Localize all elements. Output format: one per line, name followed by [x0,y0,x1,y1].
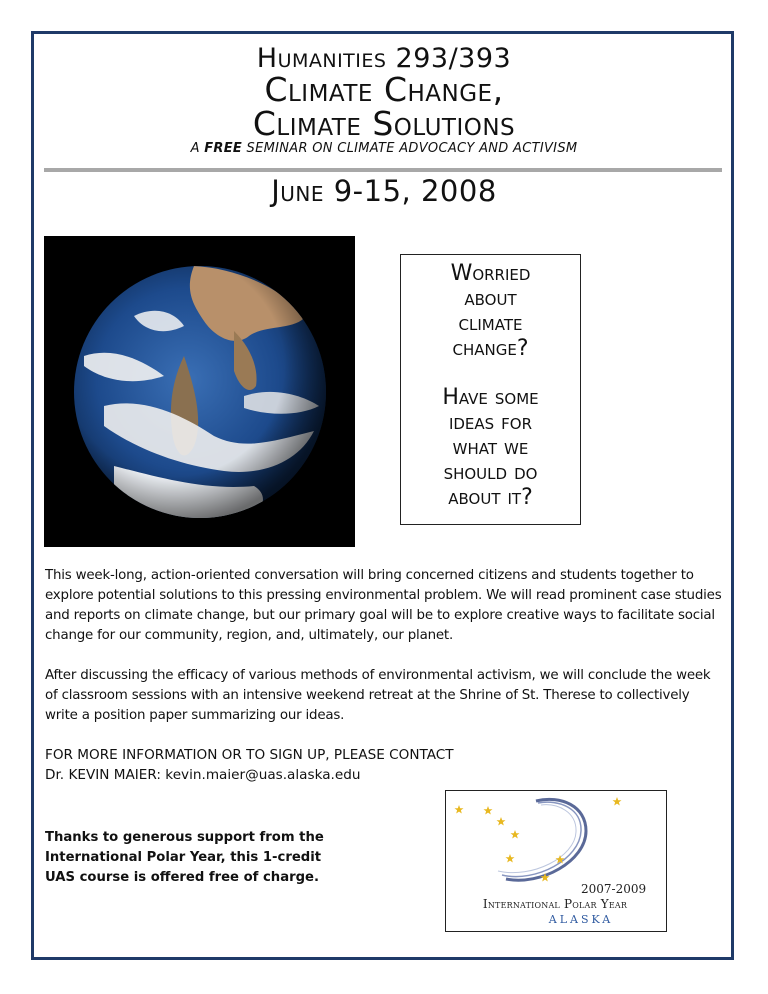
callout-line: what we [452,435,529,460]
activism-paragraph: After discussing the efficacy of various methods of environmental activism, we will conclude the week of classroom sessions with an intensive weekend retreat at the Shrine of St. Therese to collectively write a position paper summarizing our ideas. [45,668,711,723]
callout-line: should do [443,460,538,485]
callout-line: climate [458,311,523,336]
course-number: Humanities 293/393 [256,43,512,74]
callout-line: change? [452,336,529,361]
subtitle-post: SEMINAR ON CLIMATE ADVOCACY AND ACTIVISM [242,141,578,156]
contact-info [45,745,454,785]
ipy-name: International Polar Year [482,897,628,911]
title-line-1: Climate Change, [264,70,504,109]
contact-heading: FOR MORE INFORMATION OR TO SIGN UP, PLEASE CONTACT [45,747,454,763]
callout-line: Have some [442,385,539,410]
subtitle-free: FREE [204,141,243,156]
seminar-date: June 9-15, 2008 [271,174,497,208]
ipy-region: ALASKA [548,913,614,926]
contact-email[interactable]: Dr. KEVIN MAIER: kevin.maier@uas.alaska.edu [45,767,361,783]
earth-image [44,236,355,547]
callout-line: about [464,286,517,311]
callout-line: ideas for [448,410,533,435]
description-paragraph: This week-long, action-oriented conversation will bring concerned citizens and students together to explore potential solutions to this pressing environmental problem. We will read prominent case studies and reports on climate change, but our primary goal will be to explore creative ways to facilitate social change for our community, region, and, ultimately, our planet. [45,568,722,643]
ipy-logo [445,790,667,932]
ipy-years: 2007-2009 [581,882,647,896]
sponsor-note: Thanks to generous support from the International Polar Year, this 1-credit UAS course is offered free of charge. [45,830,324,885]
callout-line: about it? [448,485,533,510]
title-line-2: Climate Solutions [252,104,516,143]
subtitle-pre: A [190,141,205,156]
divider [44,168,722,172]
subtitle [0,141,768,156]
callout-box [400,254,581,525]
callout-line: Worried [450,261,531,286]
